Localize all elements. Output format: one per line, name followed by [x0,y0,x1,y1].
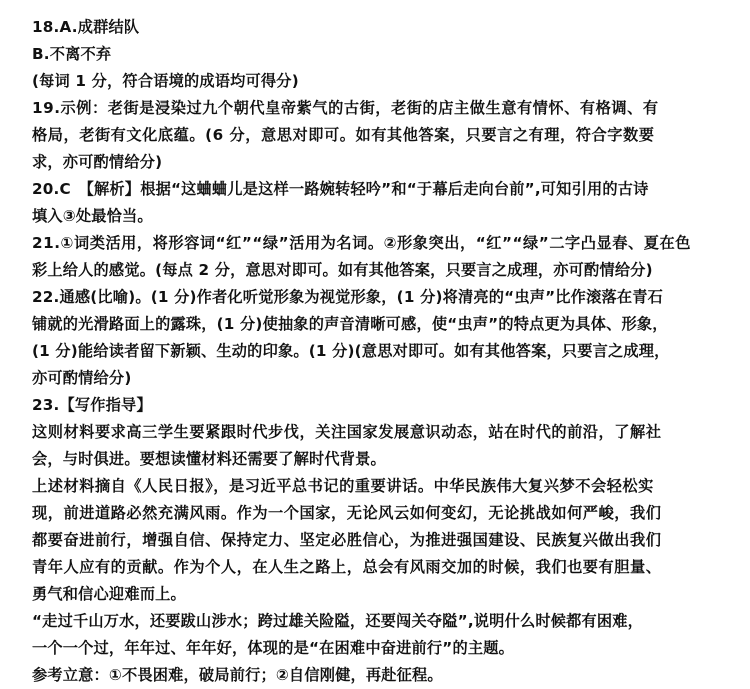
answer-21-line-1: 21.①词类活用，将形容词“红”“绿”活用为名词。②形象突出，“红”“绿”二字凸显春、夏在色 [32,234,691,252]
answer-18-option-a: 18.A.成群结队 [32,18,140,36]
writing-guide-para-1-line-2: 会，与时俱进。要想读懂材料还需要了解时代背景。 [32,450,386,468]
answer-19-line-3: 求，亦可酌情给分) [32,153,163,171]
answer-21-line-2: 彩上给人的感觉。(每点 2 分，意思对即可。如有其他答案，只要言之成理，亦可酌情给分) [32,261,653,279]
answer-20-line-1: 20.C 【解析】根据“这蛐蛐儿是这样一路婉转轻吟”和“于幕后走向台前”,可知引用的古诗 [32,180,649,198]
answer-18-scoring-note: (每词 1 分，符合语境的成语均可得分) [32,72,299,90]
answer-22-line-2: 铺就的光滑路面上的露珠，(1 分)使抽象的声音清晰可感，使“虫声”的特点更为具体、形象， [32,315,668,333]
writing-guide-para-2-line-5: 勇气和信心迎难而上。 [32,585,186,603]
writing-guide-para-1-line-1: 这则材料要求高三学生要紧跟时代步伐，关注国家发展意识动态，站在时代的前沿，了解社 [32,423,662,441]
answer-19-line-1: 19.示例：老街是浸染过九个朝代皇帝紫气的古街，老街的店主做生意有情怀、有格调、有 [32,99,659,117]
writing-guide-para-3-line-2: 一个一个过，年年过、年年好，体现的是“在困难中奋进前行”的主题。 [32,639,514,657]
writing-guide-para-2-line-2: 现，前进道路必然充满风雨。作为一个国家，无论风云如何变幻，无论挑战如何严峻，我们 [32,504,662,522]
answer-22-line-1: 22.通感(比喻)。(1 分)作者化听觉形象为视觉形象，(1 分)将清亮的“虫声”比作滚落在青石 [32,288,664,306]
answer-22-line-3: (1 分)能给读者留下新颖、生动的印象。(1 分)(意思对即可。如有其他答案，只要言之成理， [32,342,670,360]
answer-18-option-b: B.不离不弃 [32,45,112,63]
answer-23-heading: 23.【写作指导】 [32,396,152,414]
answer-20-line-2: 填入③处最恰当。 [32,207,153,225]
writing-guide-para-2-line-3: 都要奋进前行，增强自信、保持定力、坚定必胜信心，为推进强国建设、民族复兴做出我们 [32,531,662,549]
reference-themes: 参考立意：①不畏困难，破局前行；②自信刚健，再赴征程。 [32,666,443,684]
answer-19-line-2: 格局，老街有文化底蕴。(6 分，意思对即可。如有其他答案，只要言之有理，符合字数要 [32,126,655,144]
answer-key-document [32,14,732,689]
writing-guide-para-2-line-1: 上述材料摘自《人民日报》，是习近平总书记的重要讲话。中华民族伟大复兴梦不会轻松实 [32,477,654,495]
writing-guide-para-2-line-4: 青年人应有的贡献。作为个人，在人生之路上，总会有风雨交加的时候，我们也要有胆量、 [32,558,662,576]
answer-22-line-4: 亦可酌情给分) [32,369,132,387]
writing-guide-para-3-line-1: “走过千山万水，还要跋山涉水；跨过雄关险隘，还要闯关夺隘”,说明什么时候都有困难， [32,612,644,630]
